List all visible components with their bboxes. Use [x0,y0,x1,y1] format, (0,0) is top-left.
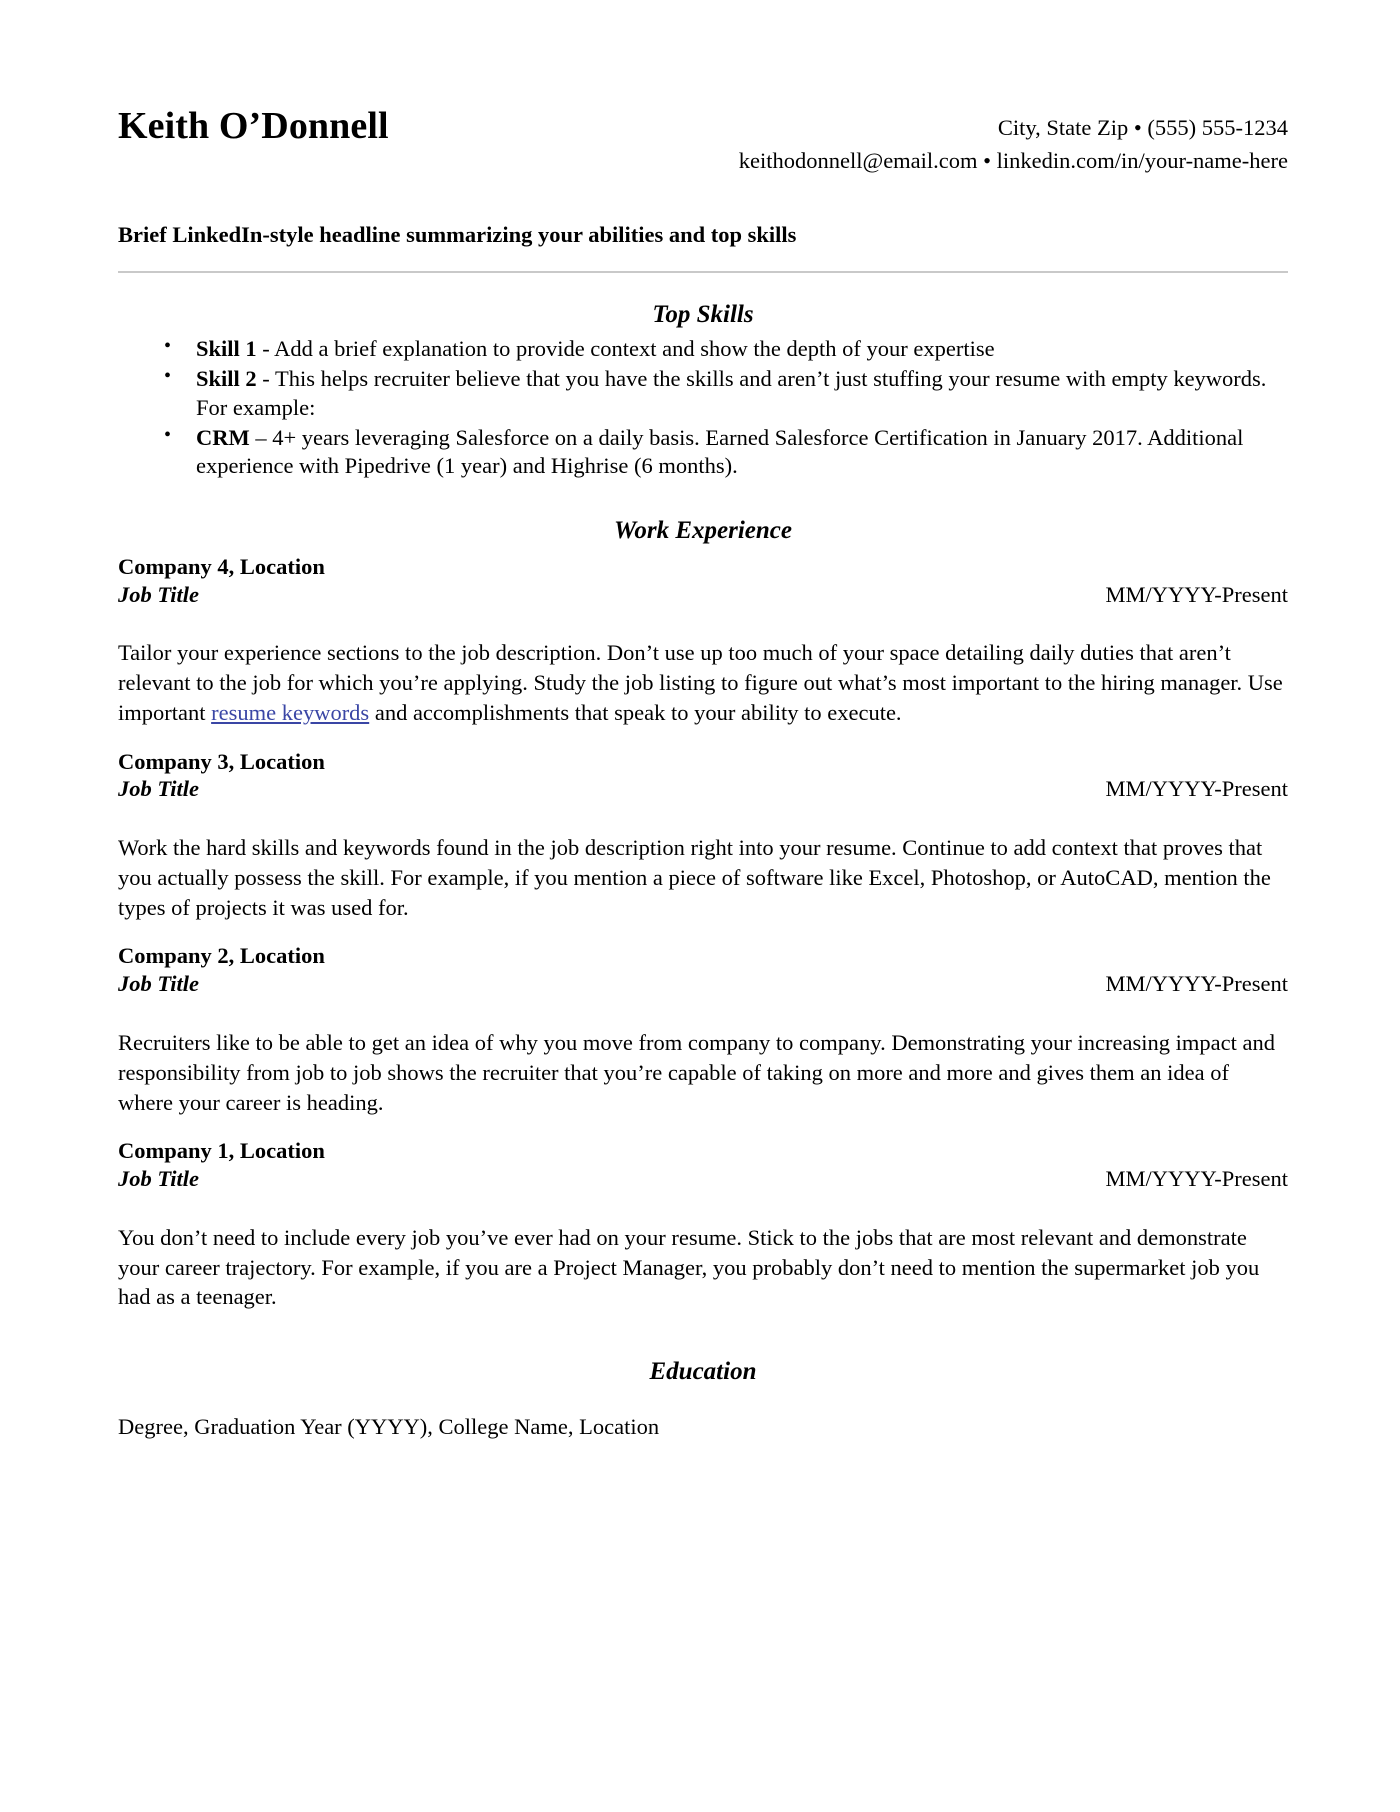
skill-label: Skill 2 [196,366,257,392]
job-dates: MM/YYYY-Present [1105,581,1288,607]
job-description: You don’t need to include every job you’ve ever had on your resume. Stick to the jobs that are most relevant and demonstrate your career trajectory. For example, if you are a Project Manager, you probably don’t need to mention the supermarket job you had as a teenager. [118,1224,1260,1310]
job-description-part: and accomplishments that speak to your ability to execute. [369,699,902,725]
job-title: Job Title [118,1166,200,1192]
professional-headline: Brief LinkedIn-style headline summarizing your abilities and top skills [118,221,797,247]
header-divider [118,271,1288,273]
job-dates: MM/YYYY-Present [1105,776,1288,802]
section-heading-top-skills: Top Skills [652,300,754,328]
job-entry [118,553,1288,728]
job-title-row [118,1165,1288,1193]
job-description [118,638,1288,727]
job-title-row [118,775,1288,803]
contact-location-phone: City, State Zip • (555) 555-1234 [997,115,1288,140]
job-description: Recruiters like to be able to get an idea of why you move from company to company. Demonstrating your increasing impact and responsibility from job to job shows the recruiter that you’re capable of taking on more and more and gives them an idea of where your career is heading. [118,1030,1275,1115]
resume-keywords-link[interactable]: resume keywords [211,699,370,725]
job-description: Work the hard skills and keywords found in the job description right into your resume. Continue to add context that proves that you actually possess the skill. For example, if you mention a piece of software like Excel, Photoshop, or AutoCAD, mention the types of projects it was used for. [118,835,1271,920]
job-title: Job Title [118,776,200,802]
job-entry [118,748,1288,923]
job-title: Job Title [118,581,200,607]
job-title: Job Title [118,971,200,997]
top-skills-list [118,335,1288,481]
skill-text: – 4+ years leveraging Salesforce on a daily basis. Earned Salesforce Certification in January 2017. Additional experience with Pipedrive (1 year) and Highrise (6 months). [196,424,1244,479]
skill-text: - This helps recruiter believe that you have the skills and aren’t just stuffing your resume with empty keywords. For example: [196,366,1267,420]
candidate-name: Keith O’Donnell [118,105,389,147]
contact-block [739,104,1288,178]
section-heading-work-experience: Work Experience [614,516,792,544]
job-title-row [118,581,1288,609]
job-company: Company 4, Location [118,553,325,579]
skill-text: - Add a brief explanation to provide context and show the depth of your expertise [256,335,995,361]
job-entry [118,1137,1288,1312]
skill-label: Skill 1 [196,335,257,361]
education-entry: Degree, Graduation Year (YYYY), College Name, Location [118,1414,660,1440]
resume-header [118,104,1288,178]
section-heading-education: Education [649,1358,757,1386]
list-item [156,335,1288,363]
job-entry [118,942,1288,1117]
job-title-row [118,970,1288,998]
job-dates: MM/YYYY-Present [1105,971,1288,997]
contact-email-linkedin: keithodonnell@email.com • linkedin.com/in/your-name-here [738,147,1288,173]
list-item [156,365,1288,422]
job-company: Company 3, Location [118,748,325,774]
list-item [156,424,1288,481]
job-description-part: Tailor your experience sections to the job description. Don’t use up too much of your space detailing daily duties that aren’t relevant to the job for which you’re applying. Study the job listing to figure out what’s most important to the hiring manager. Use important [118,640,1283,725]
job-company: Company 2, Location [118,943,325,969]
job-dates: MM/YYYY-Present [1105,1166,1288,1192]
skill-label: CRM [196,424,250,450]
job-company: Company 1, Location [118,1138,325,1164]
